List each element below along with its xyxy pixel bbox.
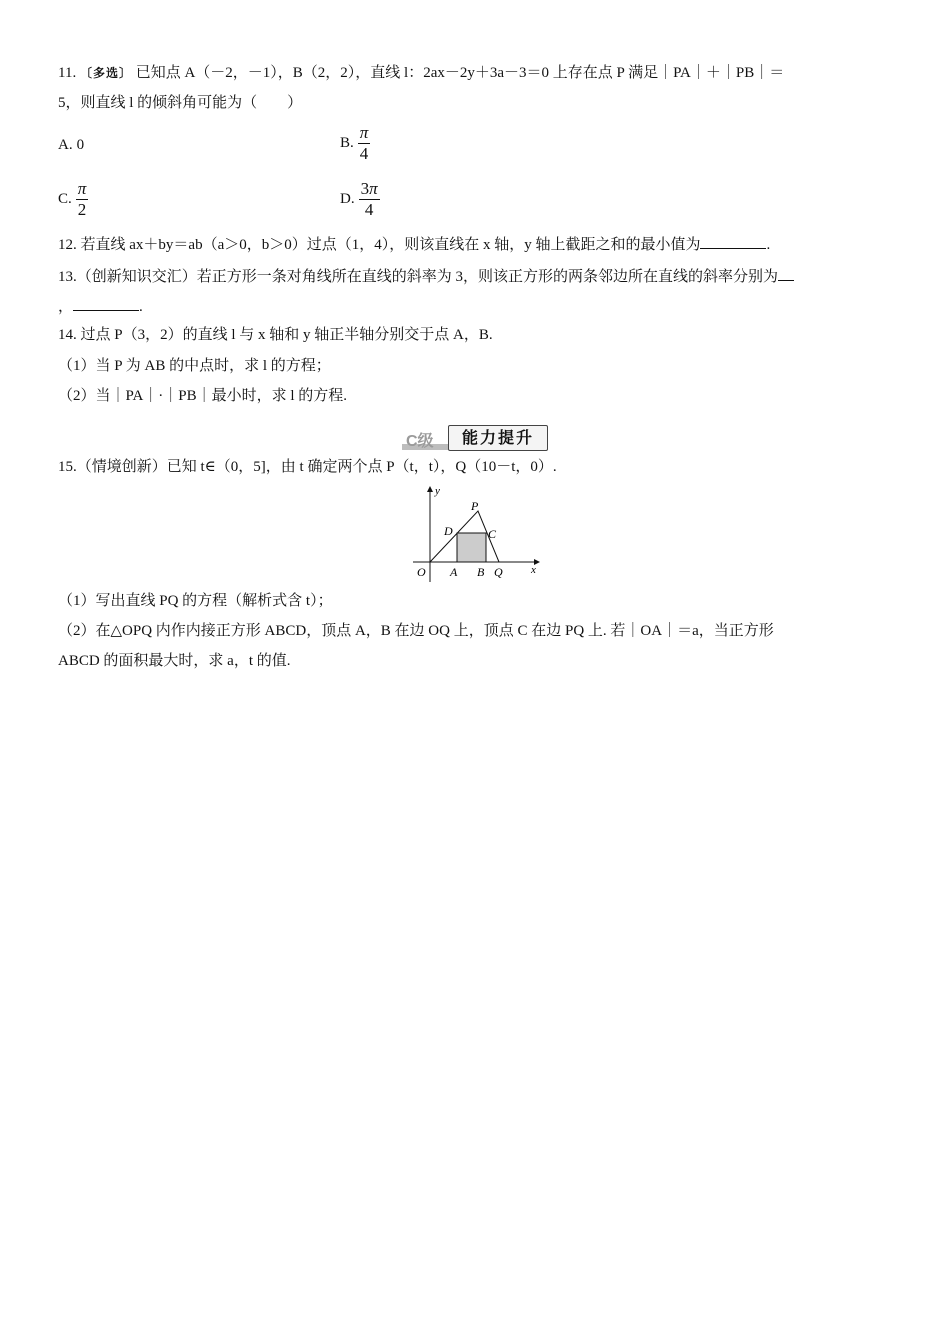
section-badge bbox=[400, 424, 552, 452]
q15-part2-line1: （2）在△OPQ 内作内接正方形 ABCD，顶点 A，B 在边 OQ 上，顶点 C 在边 PQ 上. 若｜OA｜＝a，当正方形 bbox=[58, 623, 774, 639]
q11-stem-line2: 5，则直线 l 的倾斜角可能为（ ） bbox=[58, 95, 303, 111]
q13-separator: ， bbox=[58, 299, 74, 315]
fraction-coefficient: 3 bbox=[360, 179, 370, 198]
fraction-numerator bbox=[359, 180, 380, 200]
q12-stem bbox=[58, 234, 770, 255]
label-b: B bbox=[477, 565, 485, 579]
label-y: y bbox=[435, 485, 440, 497]
q14-part1: （1）当 P 为 AB 的中点时，求 l 的方程； bbox=[58, 358, 331, 374]
label-q: Q bbox=[494, 565, 503, 579]
label-c: C bbox=[488, 527, 497, 541]
q11-option-b-fraction bbox=[358, 124, 371, 163]
q11-option-d[interactable] bbox=[340, 180, 380, 219]
label-a: A bbox=[450, 565, 458, 579]
fraction-pi: π bbox=[369, 179, 378, 198]
square-abcd bbox=[457, 533, 486, 562]
q11-stem-line1 bbox=[58, 63, 784, 83]
label-o: O bbox=[417, 565, 426, 579]
q11-stem-text: 已知点 A（－2，－1），B（2，2），直线 l：2ax－2y＋3a－3＝0 上存在点 P 满足｜PA｜＋｜PB｜＝ bbox=[135, 65, 785, 81]
q15-part2-line2: ABCD 的面积最大时，求 a，t 的值. bbox=[58, 653, 291, 669]
q13-answer-blank-2[interactable] bbox=[73, 296, 139, 311]
fraction-numerator: π bbox=[77, 179, 87, 198]
q15-geometry-figure bbox=[405, 484, 545, 584]
q14-part2: （2）当｜PA｜·｜PB｜最小时，求 l 的方程. bbox=[58, 388, 348, 404]
q11-multi-choice-tag: 〔多选〕 bbox=[79, 66, 132, 80]
section-title: 能力提升 bbox=[448, 425, 548, 451]
q13-tag: 13.（创新知识交汇） bbox=[58, 269, 197, 285]
q15-stem bbox=[58, 457, 557, 477]
q13-text: 若正方形一条对角线所在直线的斜率为 3，则该正方形的两条邻边所在直线的斜率分别为 bbox=[196, 269, 779, 285]
q15-part1: （1）写出直线 PQ 的方程（解析式含 t）； bbox=[58, 593, 333, 609]
q14-stem: 14. 过点 P（3，2）的直线 l 与 x 轴和 y 轴正半轴分别交于点 A，B. bbox=[58, 327, 493, 343]
label-d: D bbox=[444, 524, 453, 538]
q13-stem-line1 bbox=[58, 266, 794, 287]
q15-tag: 15.（情境创新） bbox=[58, 459, 167, 475]
fraction-numerator: π bbox=[359, 123, 369, 142]
q11-number: 11. bbox=[58, 65, 77, 81]
q11-option-a-value: 0 bbox=[76, 137, 85, 153]
section-level: C级 bbox=[406, 433, 434, 450]
q13-end: . bbox=[139, 299, 143, 315]
fraction-denominator: 4 bbox=[359, 144, 369, 163]
q11-option-c-label: C. bbox=[58, 191, 72, 207]
q11-option-d-fraction bbox=[359, 180, 380, 219]
label-p: P bbox=[471, 499, 479, 513]
q12-text: 12. 若直线 ax＋by＝ab（a＞0，b＞0）过点（1，4），则该直线在 x 轴，y 轴上截距之和的最小值为 bbox=[58, 237, 701, 253]
q15-text: 已知 t∈（0，5]，由 t 确定两个点 P（t，t），Q（10－t，0）. bbox=[166, 459, 557, 475]
q12-answer-blank[interactable] bbox=[700, 234, 766, 249]
q11-option-a[interactable] bbox=[58, 137, 84, 154]
fraction-denominator: 4 bbox=[364, 200, 374, 219]
q11-option-c-fraction bbox=[76, 180, 89, 219]
q11-option-b[interactable] bbox=[340, 124, 370, 163]
q13-stem-line2 bbox=[58, 296, 143, 317]
fraction-denominator: 2 bbox=[77, 200, 87, 219]
q11-option-a-label: A. bbox=[58, 137, 73, 153]
q13-answer-blank-1[interactable] bbox=[778, 266, 794, 281]
q11-option-b-label: B. bbox=[340, 135, 354, 151]
label-x: x bbox=[531, 564, 536, 576]
q12-end: . bbox=[766, 237, 771, 253]
q11-option-c[interactable] bbox=[58, 180, 88, 219]
q11-option-d-label: D. bbox=[340, 191, 355, 207]
